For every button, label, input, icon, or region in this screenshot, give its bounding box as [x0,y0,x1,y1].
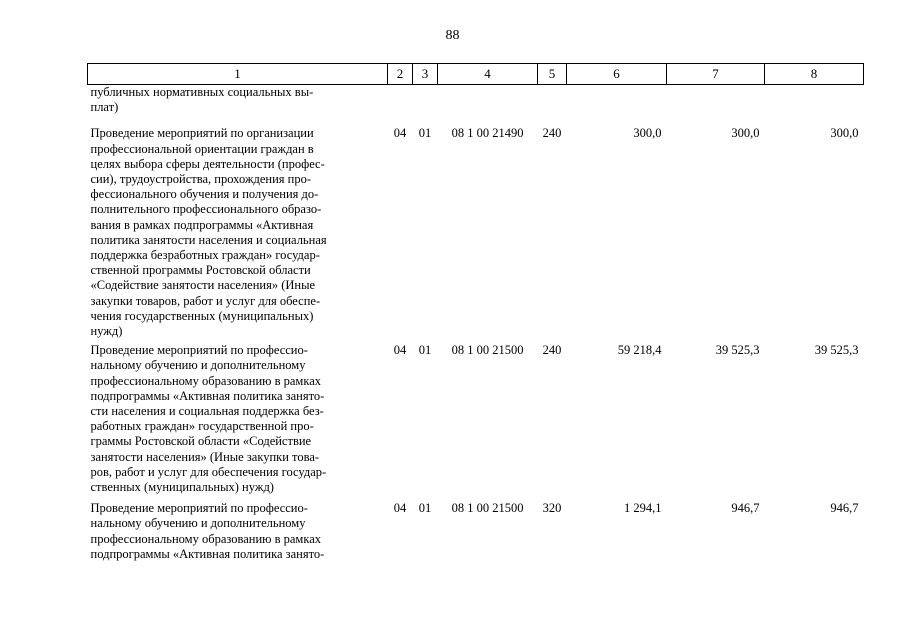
description-line: сии), трудоустройства, прохождения про- [90,172,312,187]
header-cell: 3 [413,64,438,85]
header-cell: 2 [388,64,413,85]
header-cell: 5 [538,64,567,85]
row-description [88,115,388,339]
column-number-header [88,64,864,85]
amount-col6 [567,85,667,116]
description-line: публичных нормативных социальных вы- [90,85,314,99]
subsection-code: 01 [418,126,432,141]
table-row [88,495,864,562]
target-article-code: 08 1 00 21490 [451,126,524,141]
description-line: Проведение мероприятий по организации [90,126,314,141]
page-number: 88 [445,28,460,43]
target-article-code [438,85,538,116]
amount-col6: 59 218,4 [617,343,662,358]
description-line: подпрограммы «Активная политика занято- [90,546,325,561]
table-row [88,85,864,116]
description-line: профессиональному образованию в рамках [90,373,322,388]
description-line: политика занятости населения и социальная [90,232,327,247]
description-line: ственных (муниципальных) нужд) [90,480,274,495]
section-code [388,85,413,116]
subsection-code: 01 [418,343,432,358]
expense-type-code: 240 [542,126,562,141]
expense-type-code: 240 [542,343,562,358]
amount-col8: 39 525,3 [814,343,859,358]
description-line: граммы Ростовской области «Содействие [90,434,312,449]
section-code: 04 [393,501,407,516]
amount-col8: 300,0 [830,126,859,141]
amount-col7: 39 525,3 [715,343,760,358]
section-code: 04 [393,126,407,141]
amount-col8: 946,7 [830,501,859,516]
description-line: подпрограммы «Активная политика занято- [90,388,325,403]
amount-col7 [667,85,765,116]
description-line: профессиональному образованию в рамках [90,531,322,546]
row-description [88,85,388,116]
expense-type-code: 320 [542,501,562,516]
header-cell: 1 [88,64,388,85]
amount-col8 [765,85,864,116]
amount-col6: 1 294,1 [624,501,662,516]
description-line: нальному обучению и дополнительному [90,358,306,373]
header-cell: 7 [667,64,765,85]
description-line: сти населения и социальная поддержка без- [90,404,324,419]
row-description [88,495,388,562]
amount-col7: 300,0 [731,126,760,141]
description-line: ственной программы Ростовской области [90,263,311,278]
description-line: поддержка безработных граждан» государ- [90,248,320,263]
subsection-code: 01 [418,501,432,516]
table-row [88,339,864,495]
description-line: Проведение мероприятий по профессио- [90,501,308,516]
description-line: закупки товаров, работ и услуг для обеспе- [90,293,321,308]
description-line: занятости населения» (Иные закупки това- [90,449,320,464]
description-line: «Содействие занятости населения» (Иные [90,278,316,293]
description-line: нужд) [90,324,123,339]
target-article-code: 08 1 00 21500 [451,343,524,358]
header-cell: 4 [438,64,538,85]
section-code: 04 [393,343,407,358]
description-line: целях выбора сферы деятельности (профес- [90,156,325,171]
description-line: плат) [90,100,119,115]
description-line: ров, работ и услуг для обеспечения государ- [90,464,327,479]
subsection-code [413,85,438,116]
description-line: Проведение мероприятий по профессио- [90,343,308,358]
description-line: работных граждан» государственной про- [90,419,314,434]
target-article-code: 08 1 00 21500 [451,501,524,516]
description-line: нальному обучению и дополнительному [90,516,306,531]
description-line: полнительного профессионального образо- [90,202,322,217]
description-line: фессионального обучения и получения до- [90,187,319,202]
description-line: чения государственных (муниципальных) [90,308,314,323]
header-cell: 8 [765,64,864,85]
amount-col6: 300,0 [633,126,662,141]
table-row [88,115,864,339]
description-line: профессиональной ориентации граждан в [90,141,314,156]
header-cell: 6 [567,64,667,85]
description-line: вания в рамках подпрограммы «Активная [90,217,314,232]
amount-col7: 946,7 [731,501,760,516]
budget-table [87,63,864,562]
row-description [88,339,388,495]
expense-type-code [538,85,567,116]
